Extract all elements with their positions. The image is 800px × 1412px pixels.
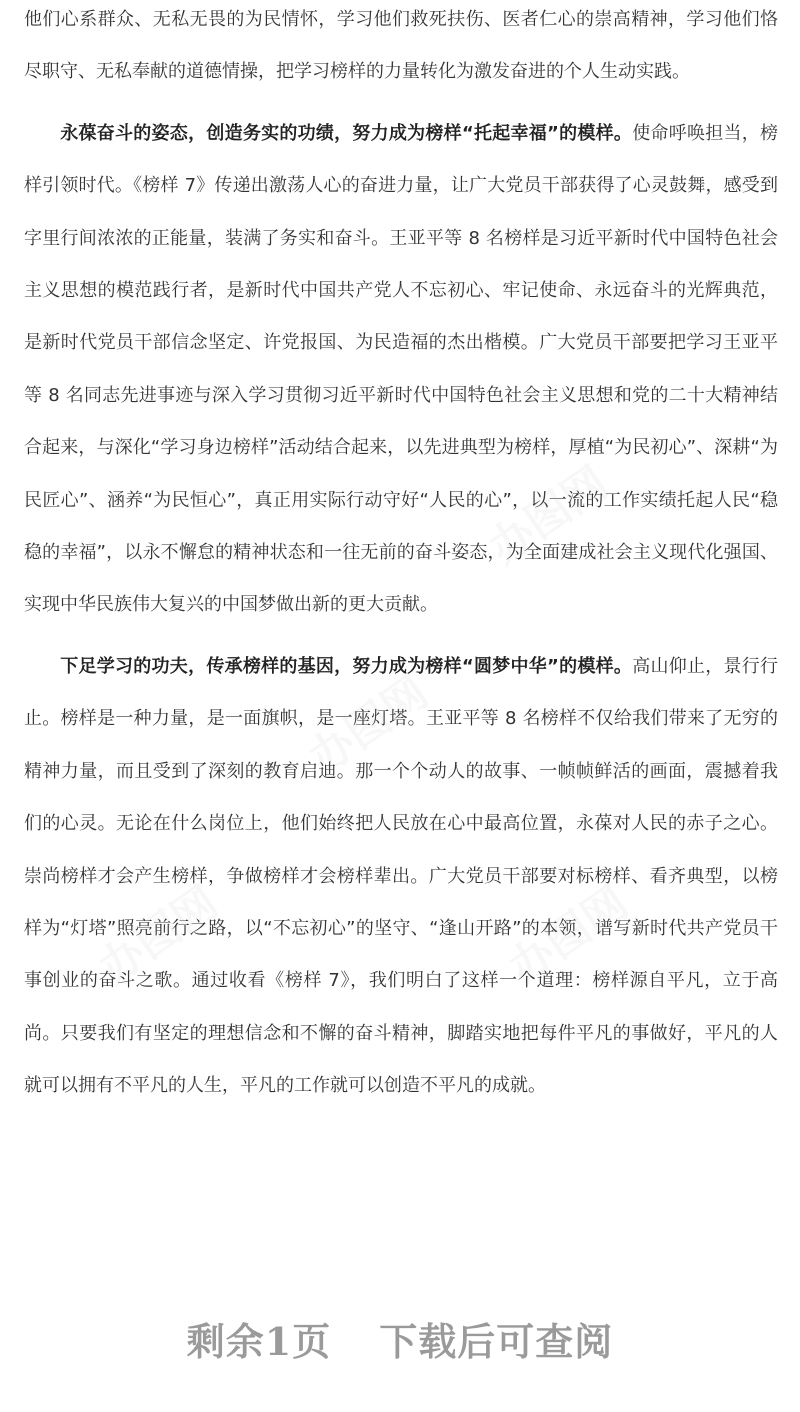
- download-to-view-label[interactable]: 下载后可查阅: [379, 1318, 614, 1364]
- watermark: 办图网: [89, 876, 228, 995]
- paragraph-text: 他们心系群众、无私无畏的为民情怀，学习他们救死扶伤、医者仁心的崇高精神，学习他们恪尽职守、无私奉献的道德情操，把学习榜样的力量转化为激发奋进的个人生动实践。: [24, 9, 778, 83]
- paragraph-1: [24, 0, 778, 99]
- paragraph-text: 高山仰止，景行行止。榜样是一种力量，是一面旗帜，是一座灯塔。王亚平等 8 名榜样不仅给我们带来了无穷的精神力量，而且受到了深刻的教育启迪。那一个个动人的故事、一帧帧鲜活的画面，震撼着我们的心灵。无论在什么岗位上，他们始终把人民放在心中最高位置，永葆对人民的赤子之心。崇尚榜样才会产生榜样，争做榜样才会榜样辈出。广大党员干部要对标榜样、看齐典型，以榜样为“灯塔”照亮前行之路，以“不忘初心”的坚守、“逢山开路”的本领，谱写新时代共产党员干事创业的奋斗之歌。通过收看《榜样 7》，我们明白了这样一个道理：榜样源自平凡，立于高尚。只要我们有坚定的理想信念和不懈的奋斗精神，脚踏实地把每件平凡的事做好，平凡的人就可以拥有不平凡的人生，平凡的工作就可以创造不平凡的成就。: [24, 655, 778, 1097]
- paragraph-text: 使命呼唤担当，榜样引领时代。《榜样 7》传递出激荡人心的奋进力量，让广大党员干部获得了心灵鼓舞，感受到字里行间浓浓的正能量，装满了务实和奋斗。王亚平等 8 名榜样是习近平新时代中国特色社会主义思想的模范践行者，是新时代中国共产党人不忘初心、牢记使命、永远奋斗的光辉典范，是新时代党员干部信念坚定、许党报国、为民造福的杰出楷模。广大党员干部要把学习王亚平等 8 名同志先进事迹与深入学习贯彻习近平新时代中国特色社会主义思想和党的二十大精神结合起来，与深化“学习身边榜样”活动结合起来，以先进典型为榜样，厚植“为民初心”、深耕“为民匠心”、涵养“为民恒心”，真正用实际行动守好“人民的心”，以一流的工作实绩托起人民“稳稳的幸福”，以永不懈怠的精神状态和一往无前的奋斗姿态，为全面建成社会主义现代化强国、实现中华民族伟大复兴的中国梦做出新的更大贡献。: [24, 122, 778, 616]
- paragraph-2: [24, 108, 778, 632]
- paragraph-lead: 永葆奋斗的姿态，创造务实的功绩，努力成为榜样“托起幸福”的模样。: [60, 122, 633, 144]
- watermark: 办图网: [479, 456, 618, 575]
- document-body: [24, 0, 778, 1113]
- watermark: 办图网: [499, 876, 638, 995]
- paragraph-3: [24, 641, 778, 1113]
- paragraph-lead: 下足学习的功夫，传承榜样的基因，努力成为榜样“圆梦中华”的模样。: [60, 655, 633, 677]
- watermark: 办图网: [299, 666, 438, 785]
- download-prompt[interactable]: [0, 1308, 800, 1368]
- remaining-pages-label: 剩余1页: [186, 1318, 332, 1364]
